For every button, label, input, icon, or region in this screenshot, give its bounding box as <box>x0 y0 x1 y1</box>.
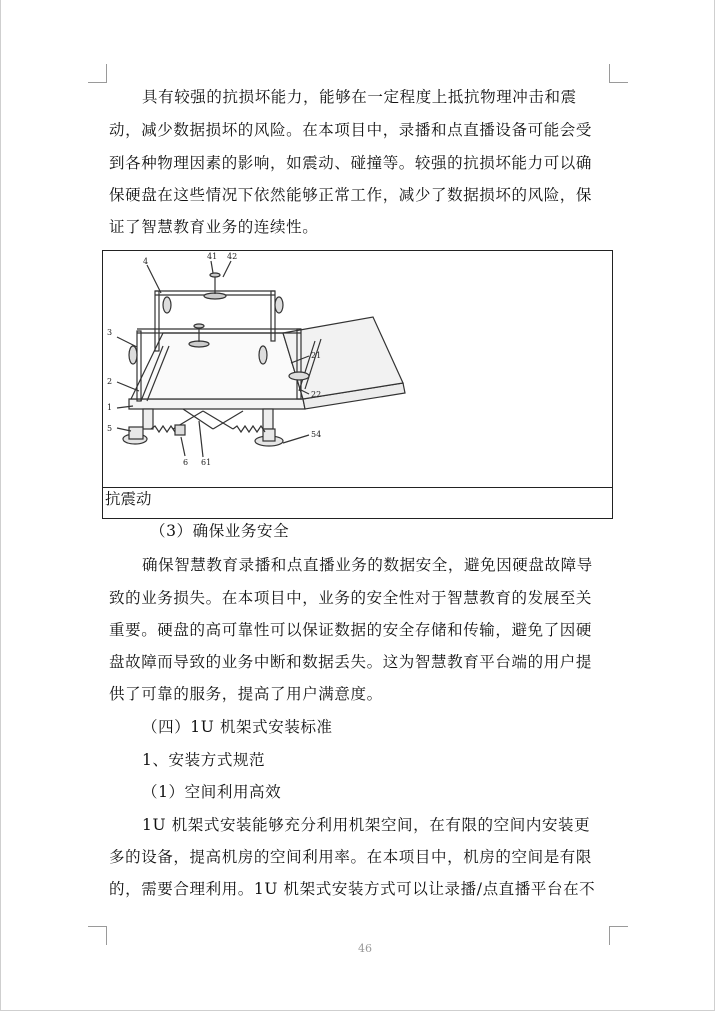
label-54: 54 <box>311 430 322 439</box>
section-3-heading: （3）确保业务安全 <box>150 522 290 540</box>
paragraph-3-line: 多的设备，提高机房的空间利用率。在本项目中，机房的空间是有限 <box>109 848 593 866</box>
anti-vibration-diagram <box>103 251 612 487</box>
figure-table <box>102 250 613 519</box>
label-5: 5 <box>107 424 113 433</box>
label-61: 61 <box>201 458 212 467</box>
crop-mark-top-right <box>609 64 628 83</box>
subsection-1-heading: 1、安装方式规范 <box>142 751 266 769</box>
paragraph-2-line: 确保智慧教育录播和点直播业务的数据安全，避免因硬盘故障导 <box>142 556 593 574</box>
paragraph-2-line: 重要。硬盘的高可靠性可以保证数据的安全存储和传输，避免了因硬 <box>109 621 593 639</box>
paragraph-1-line: 动，减少数据损坏的风险。在本项目中，录播和点直播设备可能会受 <box>109 121 593 139</box>
paragraph-1-line: 保硬盘在这些情况下依然能够正常工作，减少了数据损坏的风险，保 <box>109 186 593 204</box>
label-22: 22 <box>311 390 322 399</box>
paragraph-3-line: 的，需要合理利用。1U 机架式安装方式可以让录播/点直播平台在不 <box>109 880 596 898</box>
paragraph-1-line: 证了智慧教育业务的连续性。 <box>109 218 319 236</box>
figure-caption: 抗震动 <box>105 490 152 508</box>
page-number: 46 <box>358 942 372 955</box>
page-edge-left <box>0 0 1 1011</box>
paragraph-3-line: 1U 机架式安装能够充分利用机架空间，在有限的空间内安装更 <box>142 816 591 834</box>
paragraph-1-line: 到各种物理因素的影响，如震动、碰撞等。较强的抗损坏能力可以确 <box>109 154 593 172</box>
label-21: 21 <box>311 351 322 360</box>
label-41: 41 <box>207 252 218 261</box>
crop-mark-bottom-right <box>609 926 628 945</box>
label-4: 4 <box>143 257 149 266</box>
crop-mark-top-left <box>88 64 107 83</box>
label-2: 2 <box>107 377 113 386</box>
paragraph-2-line: 致的业务损失。在本项目中，业务的安全性对于智慧教育的发展至关 <box>109 589 593 607</box>
paragraph-2-line: 供了可靠的服务，提高了用户满意度。 <box>109 685 383 703</box>
paragraph-2-line: 盘故障而导致的业务中断和数据丢失。这为智慧教育平台端的用户提 <box>109 653 593 671</box>
figure-caption-divider <box>103 487 612 488</box>
label-1: 1 <box>107 403 113 412</box>
label-3: 3 <box>107 328 113 337</box>
paragraph-1-line: 具有较强的抗损坏能力，能够在一定程度上抵抗物理冲击和震 <box>142 88 577 106</box>
label-6: 6 <box>183 458 189 467</box>
subsection-1-1-heading: （1）空间利用高效 <box>142 783 282 801</box>
label-42: 42 <box>227 252 238 261</box>
section-4-heading: （四）1U 机架式安装标准 <box>142 718 333 736</box>
crop-mark-bottom-left <box>88 926 107 945</box>
